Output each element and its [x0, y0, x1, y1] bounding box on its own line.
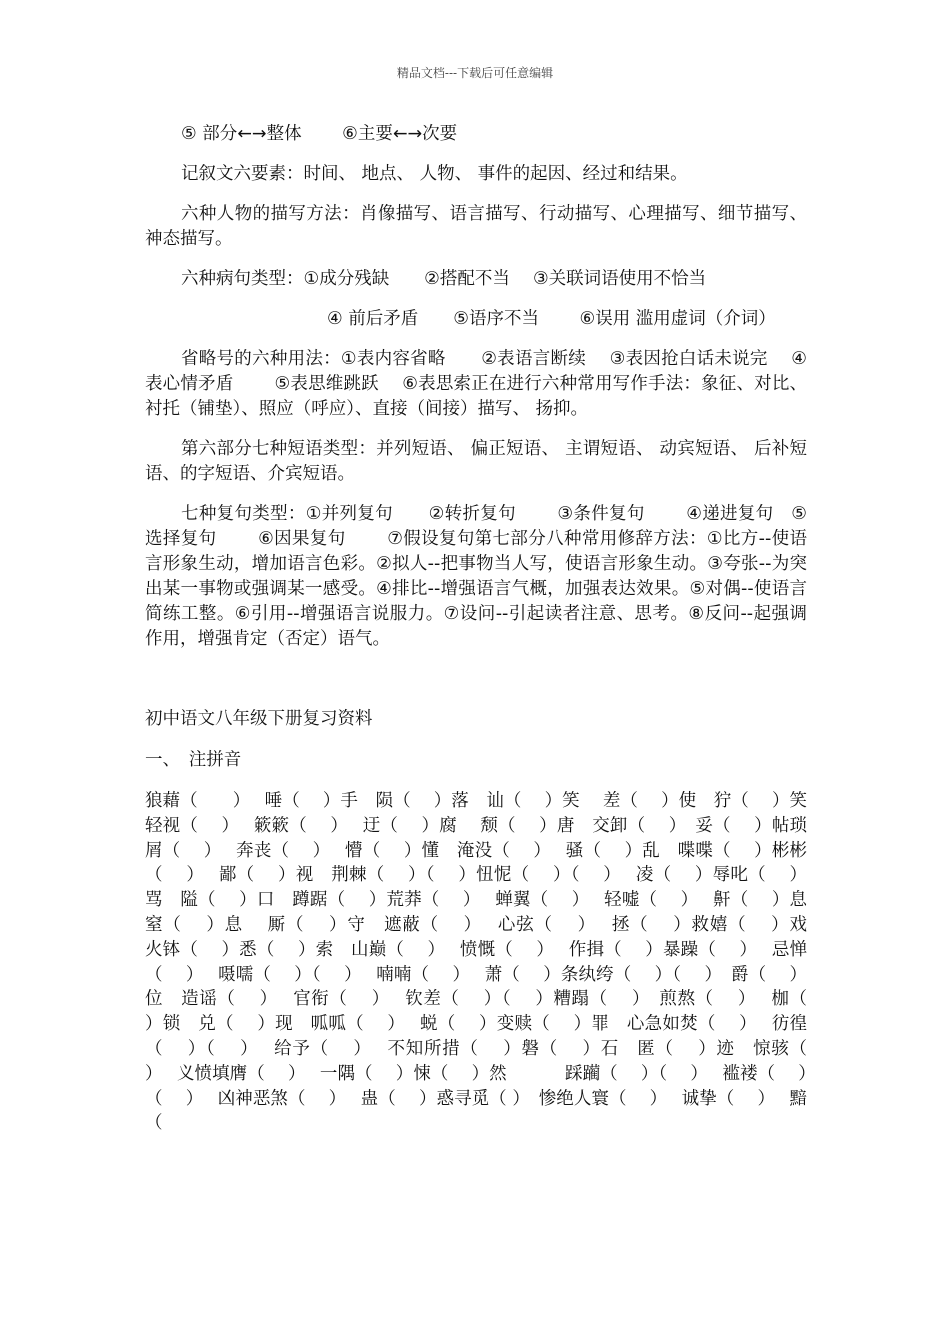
- document-body: [145, 122, 831, 1136]
- paragraph-narrative-elements: 记叙文六要素：时间、 地点、 人物、 事件的起因、经过和结果。: [181, 164, 688, 184]
- doc-title: 初中语文八年级下册复习资料: [145, 709, 373, 729]
- paragraph-part-whole: ⑤ 部分←→整体 ⑥主要←→次要: [181, 124, 458, 144]
- paragraph-ellipsis-usage: 省略号的六种用法：①表内容省略 ②表语言断续 ③表因抢白话未说完 ④表心情矛盾 ⑤表思维跳跃 ⑥表思索正在进行六种常用写作手法：象征、对比、衬托（铺垫）、照应（呼应）、直接（间接）描写、 扬抑。: [145, 349, 807, 419]
- paragraph-character-description: 六种人物的描写方法：肖像描写、语言描写、行动描写、心理描写、细节描写、神态描写。: [145, 204, 807, 249]
- paragraph-sentence-errors-cont: ④ 前后矛盾 ⑤语序不当 ⑥误用 滥用虚词（介词）: [327, 309, 776, 329]
- section-heading: 一、 注拼音: [145, 750, 242, 770]
- paragraph-sentence-errors: 六种病句类型：①成分残缺 ②搭配不当 ③关联词语使用不恰当: [181, 269, 707, 289]
- paragraph-phrase-types: 第六部分七种短语类型：并列短语、 偏正短语、 主谓短语、 动宾短语、 后补短语、的字短语、介宾短语。: [145, 439, 807, 484]
- paragraph-complex-sentences: 七种复句类型：①并列复句 ②转折复句 ③条件复句 ④递进复句 ⑤选择复句 ⑥因果复句 ⑦假设复句第七部分八种常用修辞方法：①比方--使语言形象生动，增加语言色彩。②拟人--把事物当人写，使语言形象生动。③夸张--为突出某一事物或强调某一感受。④排比--增强语言气概，加强表达效果。⑤对偶--使语言简练工整。⑥引用--增强语言说服力。⑦设问--引起读者注意、思考。⑧反问--起强调作用，增强肯定（否定）语气。: [145, 504, 807, 649]
- page-header: 精品文档---下载后可任意编辑: [396, 66, 554, 80]
- pinyin-exercise: 狼藉（ ） 唾（ ）手 陨（ ）落 讪（ ）笑 差（ ）使 狞（ ）笑轻视（ ） 簌簌（ ） 迂（ ）腐 颓（ ）唐 交卸（ ） 妥（ ）帖琐屑（ ） 奔丧（ ） 懵（ ）懂 淹没（ ） 骚（ ）乱 喋喋（ ）彬彬（ ） 鄙（ ）视 荆棘（ ）（ ）忸怩（ ）（ ） 凌（ ）辱叱（ ）骂 隘（ ）口 蹲踞（ ）荒莽（ ） 蝉翼（ ） 轻嘘（ ） 鼾（ ）息 窒（ ）息 厮（ ）守 遮蔽（ ） 心弦（ ） 拯（ ）救嬉（ ）戏 火钵（ ）悉（ ）索 山巅（ ） 愤慨（ ） 作揖（ ）暴躁（ ） 忌惮（ ） 嗫嚅（ ）（ ） 喃喃（ ） 萧（ ）条纨绔（ ）（ ） 爵（ ）位 造谣（ ） 官衔（ ） 钦差（ ）（ ）糟蹋（ ） 煎熬（ ） 枷（ ）锁 兑（ ）现 呱呱（ ） 蜕（ ）变赎（ ）罪 心急如焚（ ） 彷徨（ ）（ ） 给予（ ） 不知所措（ ）磐（ ）石 匿（ ）迹 惊骇（ ） 义愤填膺（ ） 一隅（ ）悚（ ）然 踩躏（ ）（ ） 褴褛（ ）（ ） 凶神恶煞（ ） 蛊（ ）惑寻觅（ ） 惨绝人寰（ ） 诚挚（ ） 黯（: [145, 791, 831, 1134]
- spacer: [145, 667, 807, 707]
